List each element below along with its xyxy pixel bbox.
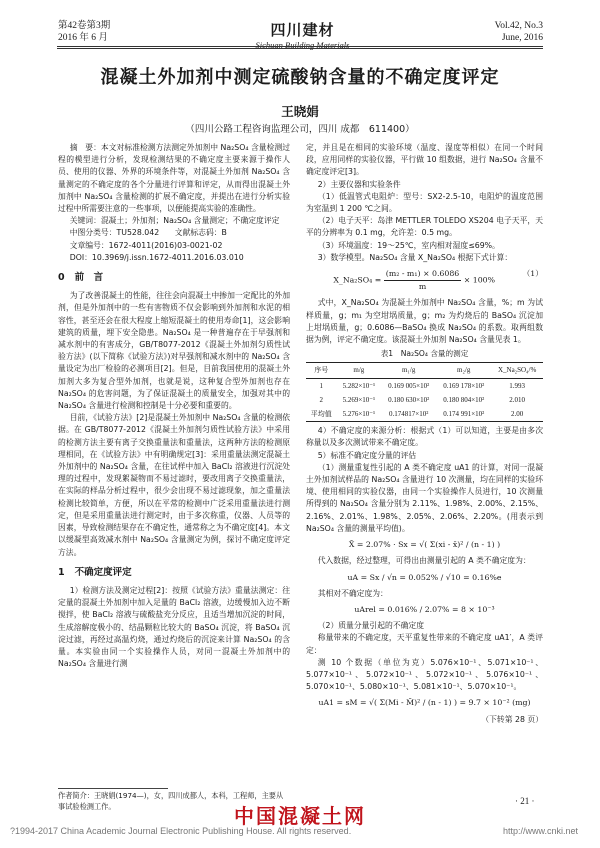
preface-paragraph-2: 目前，《试验方法》[2]是混凝土外加剂中 Na₂SO₄ 含量的检测依据。在 GB/T8077-2012《混凝土外加剂匀质性试验方法》中采用的检测方法主要有离子交换重量法和重量法，这两种方法的检测原理相同，在《试验方法》中有明确规定[3]：采用重量法测定混凝土外加剂中的 Na₂SO₄ 含量，在往试样中加入 BaCl₂ 溶液进行沉淀处理的过程中，发现絮凝物而不易过滤时，要改用离子交换重量法，在实际的样品分析过程中，很少会出现不易过滤现象，加之重量法检测比较简单，方便，所以在平常的检测中广泛采用重量法进行测定，但是采用重量法进行测定时，由于多次称重，仪器、人员等的因素，导致检测结果存在不确定性，通常称之为不确定度[4]。本文以缓凝型高效减水剂中 Na₂SO₄ 含量测定为例，探讨不确定度评定方法。 bbox=[58, 413, 290, 557]
equation-2: X̄ = 2.07% · Sx = √( Σ(xi - x̄)² / (n - 1) ) bbox=[348, 540, 501, 550]
substitution-text: 代入数据，经过整理，可得出由测量引起的 A 类不确定度为： bbox=[317, 556, 531, 566]
table-cell: 1 bbox=[319, 381, 324, 390]
section-title: 前 言 bbox=[74, 272, 104, 284]
right-column bbox=[306, 142, 543, 726]
table-cell: 0.180 630×10² bbox=[388, 395, 430, 404]
component-heading: 5）标准不确定度分量的评估 bbox=[317, 450, 417, 460]
section-heading-uncertainty bbox=[58, 567, 290, 579]
instruments-heading: 2）主要仪器和实验条件 bbox=[317, 179, 401, 189]
environment-conditions: （3）环境温度：19～25℃，室内相对湿度≤69%。 bbox=[317, 240, 500, 250]
copyright-bar bbox=[10, 826, 590, 836]
section-number: 1 bbox=[58, 566, 65, 578]
keywords: 关键词：混凝土；外加剂；Na₂SO₄ 含量测定；不确定度评定 bbox=[69, 216, 280, 226]
section-title: 不确定度评定 bbox=[74, 566, 132, 578]
table-cell: 0.169 178×10² bbox=[443, 381, 485, 390]
journal-logo-text: 四川建材 bbox=[270, 21, 335, 39]
table-cell: 平均值 bbox=[306, 407, 337, 422]
method-paragraph: 1）检测方法及测定过程[2]：按照《试验方法》重量法测定：往定量的混凝土外加剂中加入足量的 BaCl₂ 溶液，边缓慢加入边不断搅拌，使 BaCl₂ 溶液与硫酸盐充分反应，且适当增加沉淀的时间，生成溶解度极小的、结晶颗粒比较大的 BaSO₄ 沉淀，将 BaSO₄ 沉淀过滤，再经过高温灼烧，通过灼烧后的沉淀来计算 Na₂SO₄ 的含量。本实验由同一个实验操作人员，对同一混凝土外加剂中的 Na₂SO₄ 含量进行测 bbox=[58, 585, 290, 669]
article-author: 王晓娟 bbox=[281, 104, 319, 119]
table-cell: 5.269×10⁻¹ bbox=[342, 395, 376, 404]
doi: DOI：10.3969/j.issn.1672-4011.2016.03.010 bbox=[69, 252, 244, 262]
table-header-cell: m/g bbox=[337, 363, 382, 378]
eq1-numerator: (m₂ - m₁) × 0.6086 bbox=[384, 268, 461, 281]
weighing-uncertainty-text: 称量带来的不确定度，天平重复性带来的不确定度 uA1′，A 类评定： bbox=[306, 633, 543, 655]
eq1-lhs: X_Na₂SO₄ = bbox=[333, 275, 384, 285]
table-cell: 0.174 991×10² bbox=[436, 407, 491, 422]
repeatability-paragraph: （1）测量重复性引起的 A 类不确定度 uA1 的计算，对同一混凝土外加剂试样品的 Na₂SO₄ 含量进行 10 次测量，均在同样的实验环境、使用相同的实验仪器，由同一个实验操作人员进行，10 次测量所得到的 Na₂SO₄ 含量分别为 2.11%、1.98%、2.00%、2.15%、2.16%、2.01%、1.98%、2.05%、2.06%、2.20%。(用表示到 Na₂SO₄ 含量的测量平均值)。 bbox=[306, 462, 543, 533]
eq1-rhs: × 100% bbox=[463, 275, 496, 285]
footnote-rule bbox=[58, 788, 168, 789]
author-affiliation: （四川公路工程咨询监理公司，四川 成都 611400） bbox=[185, 124, 415, 135]
journal-volume-info-en bbox=[495, 20, 543, 44]
table-cell: 2.010 bbox=[509, 395, 525, 404]
continued-note: （下转第 28 页） bbox=[481, 714, 543, 724]
abstract: 摘 要：本文对标准检测方法测定外加剂中 Na₂SO₄ 含量检测过程的模型进行分析，发现检测结果的不确定度主要来源于操作人员、使用的仪器、外界的环境条件等，对混凝土外加剂 Na₂SO₄ 含量测定的不确定度的各个分量进行评算和评定，从而得出混凝土外加剂中 Na₂SO₄ 含量检测的扩展不确定度，并提出在进行分析实验过程中所需要注意的一些事项，以便能提高实验的准确性。 bbox=[58, 143, 290, 214]
header-rule bbox=[57, 46, 543, 47]
table-cell: 5.282×10⁻¹ bbox=[342, 381, 376, 390]
table-cell: 2.00 bbox=[491, 407, 543, 422]
page-number: · 21 · bbox=[515, 796, 535, 806]
table-row-average bbox=[306, 407, 543, 422]
table-header-cell: X_Na₂SO₄/% bbox=[491, 363, 543, 378]
author-footnote: 作者简介：王晓娟(1974—)，女，四川成都人，本科，工程师，主要从事试验检测工作。 bbox=[58, 791, 284, 811]
table-header-row bbox=[306, 363, 543, 378]
eq1-denominator: m bbox=[418, 282, 427, 292]
equation-5: uA1 = sM = √( Σ(Mi - M̄)² / (n - 1) ) = 9.7 × 10⁻² (mg) bbox=[318, 698, 531, 708]
instrument-furnace: （1）低温管式电阻炉：型号：SX2-2.5-10，电阻炉的温度范围为室温到 1 200 ℃之间。 bbox=[306, 191, 543, 214]
copyright-text: ?1994-2017 China Academic Journal Electronic Publishing House. All rights reserved. bbox=[10, 826, 352, 836]
header-rule-thin bbox=[57, 48, 543, 49]
table-cell: 5.276×10⁻¹ bbox=[337, 407, 382, 422]
source-analysis: 4）不确定度的来源分析：根据式（1）可以知道，主要是由多次称量以及多次测试带来不确定度。 bbox=[306, 426, 543, 448]
article-number: 文章编号：1672-4011(2016)03-0021-02 bbox=[69, 240, 223, 250]
equation-3: uA = Sx / √n = 0.052% / √10 = 0.16%e bbox=[347, 572, 502, 582]
section-number: 0 bbox=[58, 272, 65, 284]
data-table bbox=[306, 362, 543, 422]
section-heading-preface bbox=[58, 272, 290, 284]
publication-date-en: June, 2016 bbox=[501, 33, 543, 43]
mass-component-heading: （2）质量分量引起的不确定度 bbox=[317, 621, 425, 631]
relative-uncertainty-text: 其相对不确定度为： bbox=[317, 588, 388, 598]
table-cell: 2 bbox=[319, 395, 324, 404]
equation-1 bbox=[306, 268, 543, 293]
table-header-cell: m₁/g bbox=[381, 363, 436, 378]
weighing-data: 测 10 个数据（单位为克）5.076×10⁻¹、5.071×10⁻¹、5.077×10⁻¹、5.072×10⁻¹、5.072×10⁻¹、5.076×10⁻¹、5.070×10⁻¹、5.080×10⁻¹、5.081×10⁻¹、5.070×10⁻¹。 bbox=[306, 657, 543, 692]
article-title: 混凝土外加剂中测定硫酸钠含量的不确定度评定 bbox=[100, 67, 500, 88]
publication-date: 2016 年 6 月 bbox=[58, 33, 108, 43]
table-cell: 0.169 005×10² bbox=[388, 381, 430, 390]
table-header-cell: 序号 bbox=[306, 363, 337, 378]
table-row bbox=[306, 393, 543, 407]
table-cell: 0.180 804×10² bbox=[443, 395, 485, 404]
watermark: 中国混凝土网 bbox=[234, 804, 366, 828]
table-cell: 0.174817×10² bbox=[381, 407, 436, 422]
equation-4: uArel = 0.016% / 2.07% = 8 × 10⁻³ bbox=[354, 604, 495, 614]
preface-paragraph-1: 为了改善混凝土的性能，往往会向混凝土中掺加一定配比的外加剂，但是外加剂中的一些有害物质不仅会影响到外加剂和水泥的相容性，甚至还会在很大程度上缩短混凝土的使用寿命[1]，这会影响建筑的质量，埋下安全隐患。Na₂SO₄ 是一种普遍存在于早强剂和减水剂中的有害成分，GB/T8077-2012《混凝土外加剂匀质性试验方法》(以下简称《试验方法》)对早强剂和减水剂中的 Na₂SO₄ 含量设定为出厂检验的必测项目[2]。但是，目前我国使用的混凝土外加剂大多为复合型外加剂，也就是说，这种复合型外加剂也存在 Na₂SO₄ 的危害问题，为了保证混凝土的质量安全，加强对其中的 Na₂SO₄ 含量进行检测和控制是十分必要和重要的。 bbox=[58, 291, 290, 411]
clc-number: 中图分类号：TU528.042 文献标志码：B bbox=[69, 228, 227, 238]
eq1-fraction bbox=[384, 268, 461, 293]
eq1-tag: （1） bbox=[522, 269, 543, 279]
volume-issue: 第42卷第3期 bbox=[58, 21, 111, 31]
table-header-cell: m₂/g bbox=[436, 363, 491, 378]
table-row bbox=[306, 378, 543, 393]
model-description: 式中，X_Na₂SO₄ 为混凝土外加剂中 Na₂SO₄ 含量，%；m 为试样质量，g；m₁ 为空坩埚质量，g；m₂ 为灼烧后的 BaSO₄ 沉淀加上坩埚质量，g；0.6086—BaSO₄ 换成 Na₂SO₄ 的系数。取两组数据为例，评定不确定度。该混凝土外加剂 Na₂SO₄ 含量见表 1。 bbox=[306, 298, 543, 345]
journal-volume-info bbox=[58, 20, 110, 44]
model-heading: 3）数学模型。Na₂SO₄ 含量 X_Na₂SO₄ 根据下式计算： bbox=[317, 252, 513, 262]
instrument-balance: （2）电子天平：岛津 METTLER TOLEDO XS204 电子天平，天平的分辨率为 0.1 mg，允许差：0.5 mg。 bbox=[306, 216, 543, 238]
volume-issue-en: Vol.42, No.3 bbox=[494, 21, 543, 31]
cnki-link[interactable]: http://www.cnki.net bbox=[502, 826, 578, 836]
continued-paragraph: 定，并且是在相同的实验环境（温度、湿度等相似）在同一个时间段，应用同样的实验仪器，平行做 10 组数据，进行 Na₂SO₄ 含量不确定度评定[3]。 bbox=[306, 143, 543, 177]
journal-logo-subtitle: Sichuan Building Materials bbox=[255, 40, 350, 50]
left-column bbox=[58, 142, 290, 670]
table-caption: 表1 Na₂SO₄ 含量的测定 bbox=[380, 349, 469, 359]
table-cell: 1.993 bbox=[509, 381, 525, 390]
